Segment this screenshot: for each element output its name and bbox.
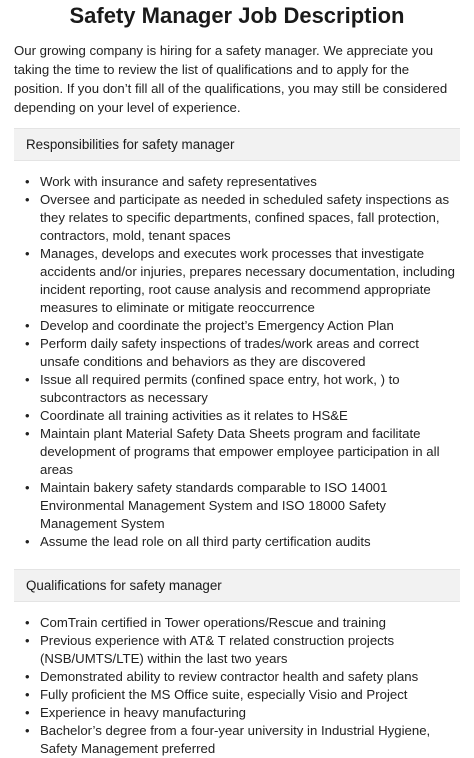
list-item	[14, 371, 460, 407]
list-item-text: Demonstrated ability to review contractor health and safety plans	[40, 669, 419, 684]
intro-paragraph: Our growing company is hiring for a safety manager. We appreciate you taking the time to review the list of qualifications and to apply for the position. If you don’t fill all of the qualifications, you may still be considered depending on your level of experience.	[14, 43, 448, 115]
list-item-text: ComTrain certified in Tower operations/Rescue and training	[40, 615, 386, 630]
bullet-icon: •	[25, 246, 30, 261]
list-item	[14, 173, 460, 191]
list-item	[14, 317, 460, 335]
list-item-text: Coordinate all training activities as it relates to HS&E	[40, 408, 348, 423]
page-title: Safety Manager Job Description	[69, 3, 405, 28]
list-item	[14, 425, 460, 479]
list-item	[14, 533, 460, 551]
bullet-icon: •	[25, 336, 30, 351]
bullet-icon: •	[25, 372, 30, 387]
list-item-text: Maintain plant Material Safety Data Sheets program and facilitate development of programs that empower employee participation in all areas	[40, 426, 440, 477]
bullet-icon: •	[25, 723, 30, 738]
list-item-text: Previous experience with AT& T related construction projects (NSB/UMTS/LTE) within the last two years	[40, 633, 395, 666]
list-item	[14, 479, 460, 533]
list-item-text: Manages, develops and executes work processes that investigate accidents and/or injuries, prepares necessary documentation, including incident reporting, root cause analysis and recommend appropriate measures to eliminate or mitigate reoccurrence	[40, 246, 455, 315]
qualifications-list	[14, 614, 460, 758]
list-item-text: Develop and coordinate the project’s Emergency Action Plan	[40, 318, 394, 333]
list-item	[14, 335, 460, 371]
bullet-icon: •	[25, 318, 30, 333]
list-item	[14, 722, 460, 758]
bullet-icon: •	[25, 669, 30, 684]
bullet-icon: •	[25, 408, 30, 423]
list-item	[14, 632, 460, 668]
responsibilities-heading: Responsibilities for safety manager	[14, 128, 460, 161]
bullet-icon: •	[25, 192, 30, 207]
list-item	[14, 686, 460, 704]
list-item-text: Maintain bakery safety standards comparable to ISO 14001 Environmental Management System and ISO 18000 Safety Management System	[40, 480, 388, 531]
list-item	[14, 704, 460, 722]
list-item-text: Experience in heavy manufacturing	[40, 705, 246, 720]
bullet-icon: •	[25, 480, 30, 495]
bullet-icon: •	[25, 687, 30, 702]
bullet-icon: •	[25, 534, 30, 549]
list-item-text: Perform daily safety inspections of trades/work areas and correct unsafe conditions and behaviors as they are discovered	[40, 336, 419, 369]
list-item-text: Bachelor’s degree from a four-year university in Industrial Hygiene, Safety Management preferred	[40, 723, 431, 756]
list-item	[14, 191, 460, 245]
list-item	[14, 245, 460, 317]
list-item-text: Work with insurance and safety representatives	[40, 174, 317, 189]
list-item-text: Fully proficient the MS Office suite, especially Visio and Project	[40, 687, 408, 702]
list-item	[14, 407, 460, 425]
bullet-icon: •	[25, 633, 30, 648]
bullet-icon: •	[25, 705, 30, 720]
bullet-icon: •	[25, 615, 30, 630]
list-item-text: Assume the lead role on all third party certification audits	[40, 534, 371, 549]
list-item-text: Oversee and participate as needed in scheduled safety inspections as they relates to specific departments, confined spaces, fall protection, contractors, mold, tenant spaces	[40, 192, 450, 243]
list-item	[14, 614, 460, 632]
bullet-icon: •	[25, 426, 30, 441]
list-item	[14, 668, 460, 686]
qualifications-heading: Qualifications for safety manager	[14, 569, 460, 602]
list-item-text: Issue all required permits (confined space entry, hot work, ) to subcontractors as necessary	[40, 372, 400, 405]
bullet-icon: •	[25, 174, 30, 189]
responsibilities-list	[14, 173, 460, 551]
